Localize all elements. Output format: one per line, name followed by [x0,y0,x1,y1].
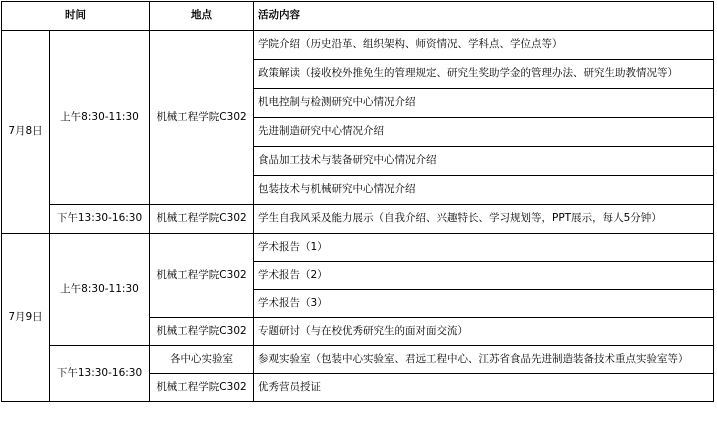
place-day2-afternoon-b: 机械工程学院C302 [150,374,254,402]
place-day2-morning-a: 机械工程学院C302 [150,234,254,318]
date-day2: 7月9日 [2,234,50,402]
time-day1-afternoon: 下午13:30-16:30 [50,205,150,234]
table-row [2,205,714,234]
activity-item: 先进制造研究中心情况介绍 [254,118,714,147]
place-day1-afternoon: 机械工程学院C302 [150,205,254,234]
activity-item: 机电控制与检测研究中心情况介绍 [254,89,714,118]
header-content: 活动内容 [254,2,714,31]
place-day1-morning: 机械工程学院C302 [150,31,254,205]
activity-item: 学术报告（2） [254,262,714,290]
activity-item: 学生自我风采及能力展示（自我介绍、兴趣特长、学习规划等，PPT展示，每人5分钟） [254,205,714,234]
header-place: 地点 [150,2,254,31]
table-row [2,234,714,262]
activity-item: 学术报告（1） [254,234,714,262]
time-day2-morning: 上午8:30-11:30 [50,234,150,346]
header-row [2,2,714,31]
activity-item: 包装技术与机械研究中心情况介绍 [254,176,714,205]
header-time: 时间 [2,2,150,31]
activity-item: 食品加工技术与装备研究中心情况介绍 [254,147,714,176]
time-day1-morning: 上午8:30-11:30 [50,31,150,205]
activity-item: 学院介绍（历史沿革、组织架构、师资情况、学科点、学位点等） [254,31,714,60]
table-row [2,31,714,60]
place-day2-afternoon-a: 各中心实验室 [150,346,254,374]
place-day2-morning-b: 机械工程学院C302 [150,318,254,346]
activity-item: 政策解读（接收校外推免生的管理规定、研究生奖助学金的管理办法、研究生助教情况等） [254,60,714,89]
activity-item: 优秀营员授证 [254,374,714,402]
time-day2-afternoon: 下午13:30-16:30 [50,346,150,402]
table-row [2,346,714,374]
schedule-table [1,1,714,402]
date-day1: 7月8日 [2,31,50,234]
activity-item: 专题研讨（与在校优秀研究生的面对面交流） [254,318,714,346]
activity-item: 参观实验室（包装中心实验室、君远工程中心、江苏省食品先进制造装备技术重点实验室等） [254,346,714,374]
activity-item: 学术报告（3） [254,290,714,318]
